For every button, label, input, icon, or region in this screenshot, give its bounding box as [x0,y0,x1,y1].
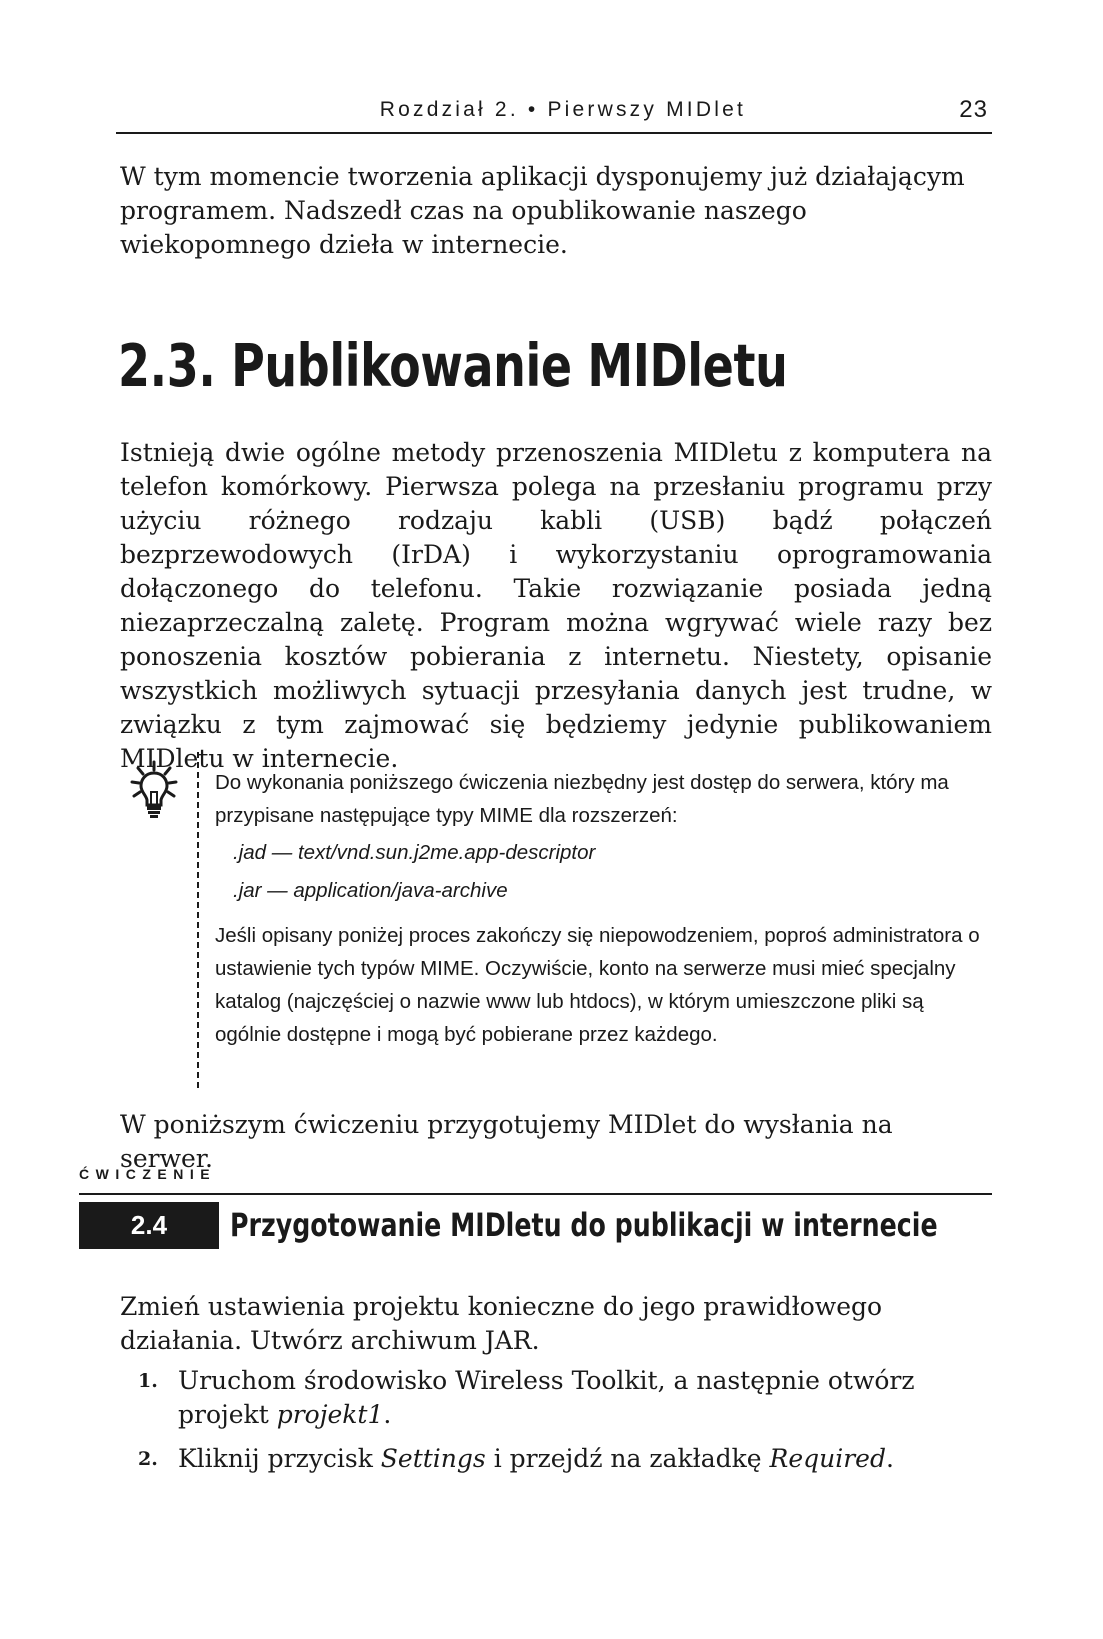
step-text: . [383,1400,392,1429]
mime-type-jar: .jar — application/java-archive [233,879,508,902]
mime-type-jad: .jad — text/vnd.sun.j2me.app-descriptor [233,841,596,864]
tip-dashed-rule [197,752,199,1088]
steps-list [120,1364,992,1486]
intro-paragraph: W tym momencie tworzenia aplikacji dysponujemy już działającym programem. Nadszedł czas na opublikowanie naszego wiekopomnego dzieła w internecie. [120,162,965,259]
running-header [116,96,992,134]
step-emphasis: Required [769,1444,886,1473]
exercise-rule [79,1193,992,1195]
tip-content [215,766,985,1051]
lightbulb-icon [130,760,178,820]
list-item [120,1364,992,1432]
exercise-number: 2.4 [79,1202,219,1249]
tip-intro: Do wykonania poniższego ćwiczenia niezbędny jest dostęp do serwera, który ma przypisane następujące typy MIME dla rozszerzeń: [215,771,949,827]
tip-note: Jeśli opisany poniżej proces zakończy się niepowodzeniem, poproś administratora o ustawienie tych typów MIME. Oczywiście, konto na serwerze musi mieć specjalny katalog (najczęściej o nazwie www lub htdocs), w którym umieszczone pliki są ogólnie dostępne i mogą być pobierane przez każdego. [215,924,980,1046]
chapter-title: Rozdział 2. • Pierwszy MIDlet [379,98,746,121]
list-item [120,1442,992,1476]
step-text: Kliknij przycisk [178,1444,381,1473]
step-emphasis: projekt1 [276,1400,384,1429]
page-number: 23 [959,96,988,123]
exercise-title: Przygotowanie MIDletu do publikacji w internecie [230,1206,938,1244]
exercise-label: ĆWICZENIE [79,1166,217,1182]
exercise-intro: Zmień ustawienia projektu konieczne do jego prawidłowego działania. Utwórz archiwum JAR. [120,1292,883,1355]
step-text: i przejdź na zakładkę [485,1444,770,1473]
tip-box [120,752,990,1088]
section-heading: 2.3. Publikowanie MIDletu [118,331,788,400]
step-text: . [885,1444,894,1473]
after-tip-paragraph: W poniższym ćwiczeniu przygotujemy MIDlet do wysłania na serwer. [120,1110,893,1173]
step-emphasis: Settings [380,1444,486,1473]
step-number: 2. [138,1448,158,1470]
step-text: Uruchom środowisko Wireless Toolkit, a następnie otwórz projekt [178,1366,915,1429]
section-paragraph: Istnieją dwie ogólne metody przenoszenia MIDletu z komputera na telefon komórkowy. Pierwsza polega na przesłaniu programu przy użyciu różnego rodzaju kabli (USB) bądź połączeń bezprzewodowych (IrDA) i wykorzystaniu oprogramowania dołączonego do telefonu. Takie rozwiązanie posiada jedną niezaprzeczalną zaletę. Program można wgrywać wiele razy bez ponoszenia kosztów pobierania z internetu. Niestety, opisanie wszystkich możliwych sytuacji przesyłania danych jest trudne, w związku z tym zajmować się będziemy jedynie publikowaniem MIDletu w internecie. [120,438,992,773]
step-number: 1. [138,1370,158,1392]
